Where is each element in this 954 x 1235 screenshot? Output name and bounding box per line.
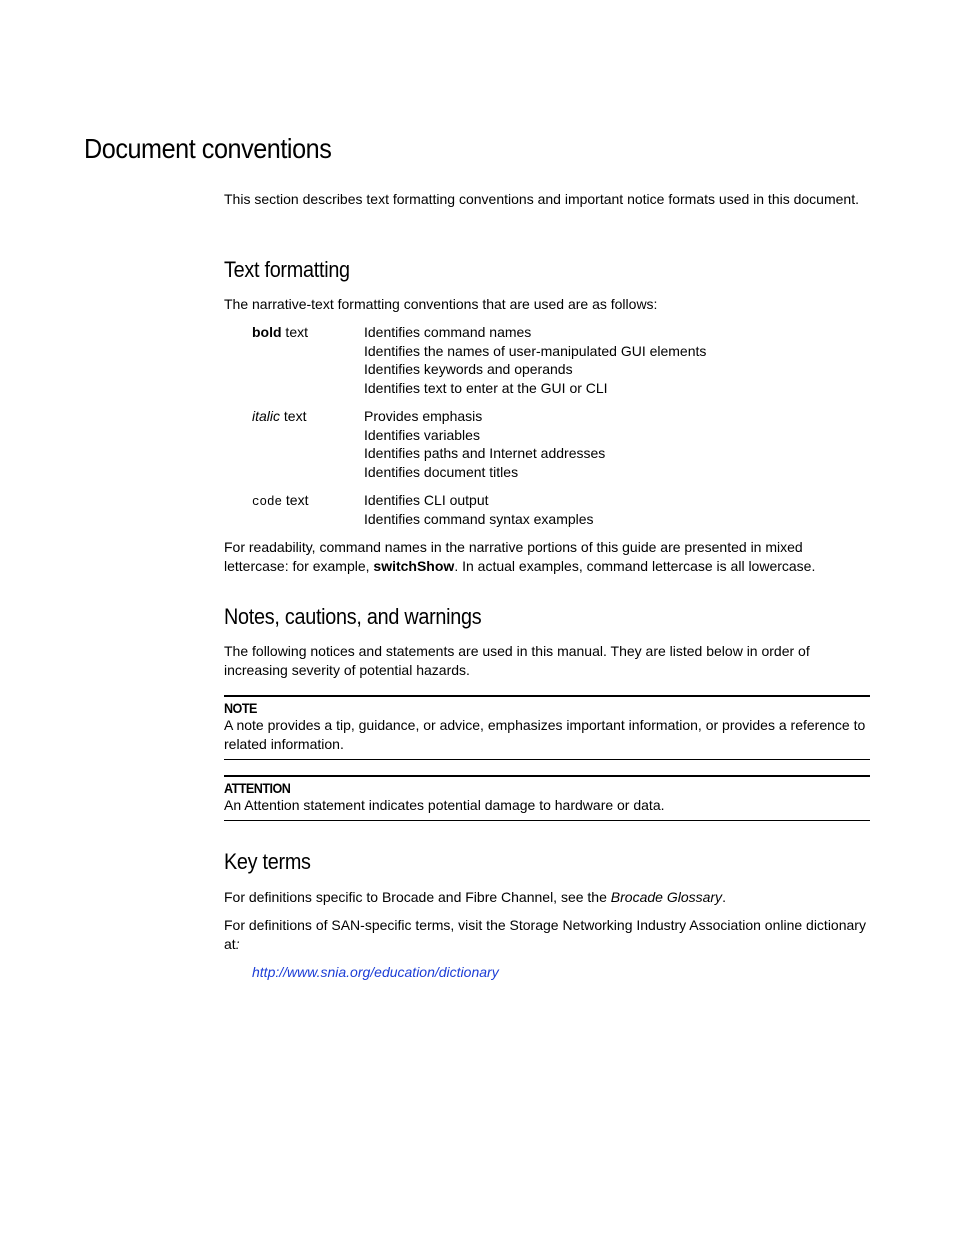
convention-definitions-bold <box>364 323 706 397</box>
definition-item: Identifies command syntax examples <box>364 510 594 527</box>
note-text: A note provides a tip, guidance, or advice, emphasizes important information, or provides a reference to related information. <box>224 717 866 752</box>
convention-term-code: code text <box>252 492 309 509</box>
key-terms-heading: Key terms <box>224 849 311 874</box>
convention-row-code <box>252 491 870 533</box>
readability-paragraph: For readability, command names in the narrative portions of this guide are presented in mixed lettercase: for example, switchShow. In actual examples, command lettercase is all lowercase. <box>224 539 816 574</box>
snia-paragraph: For definitions of SAN-specific terms, visit the Storage Networking Industry Association online dictionary at: <box>224 917 866 952</box>
notes-heading: Notes, cautions, and warnings <box>224 604 482 629</box>
text-formatting-heading: Text formatting <box>224 257 350 282</box>
note-label: NOTE <box>224 700 257 716</box>
attention-label: ATTENTION <box>224 780 291 796</box>
convention-definitions-code <box>364 491 594 528</box>
definition-item: Provides emphasis <box>364 408 483 424</box>
intro-paragraph: This section describes text formatting conventions and important notice formats used in this document. <box>224 191 859 207</box>
definition-item: Identifies CLI output <box>364 492 489 508</box>
attention-bottom-rule <box>224 820 870 821</box>
note-bottom-rule <box>224 759 870 760</box>
attention-top-rule <box>224 775 870 777</box>
definition-item: Identifies text to enter at the GUI or CLI <box>364 379 608 396</box>
text-formatting-intro: The narrative-text formatting conventions that are used are as follows: <box>224 296 658 312</box>
glossary-paragraph: For definitions specific to Brocade and Fibre Channel, see the Brocade Glossary. <box>224 889 726 905</box>
attention-text: An Attention statement indicates potential damage to hardware or data. <box>224 797 665 813</box>
convention-row-italic <box>252 407 870 487</box>
page-title: Document conventions <box>84 133 332 164</box>
note-top-rule <box>224 695 870 697</box>
definition-item: Identifies paths and Internet addresses <box>364 445 606 462</box>
definition-item: Identifies command names <box>364 324 532 340</box>
definition-item: Identifies variables <box>364 426 480 443</box>
convention-term-bold: bold text <box>252 324 309 340</box>
command-example: switchShow <box>373 558 455 574</box>
definition-item: Identifies document titles <box>364 463 519 480</box>
convention-term-italic: italic text <box>252 408 307 424</box>
definition-item: Identifies the names of user-manipulated GUI elements <box>364 342 707 359</box>
definition-item: Identifies keywords and operands <box>364 361 573 378</box>
snia-dictionary-link[interactable]: http://www.snia.org/education/dictionary <box>252 964 499 980</box>
convention-definitions-italic <box>364 407 605 481</box>
convention-row-bold <box>252 323 870 403</box>
glossary-title: Brocade Glossary <box>610 889 723 905</box>
notes-intro: The following notices and statements are used in this manual. They are listed below in order of increasing severity of potential hazards. <box>224 643 810 678</box>
